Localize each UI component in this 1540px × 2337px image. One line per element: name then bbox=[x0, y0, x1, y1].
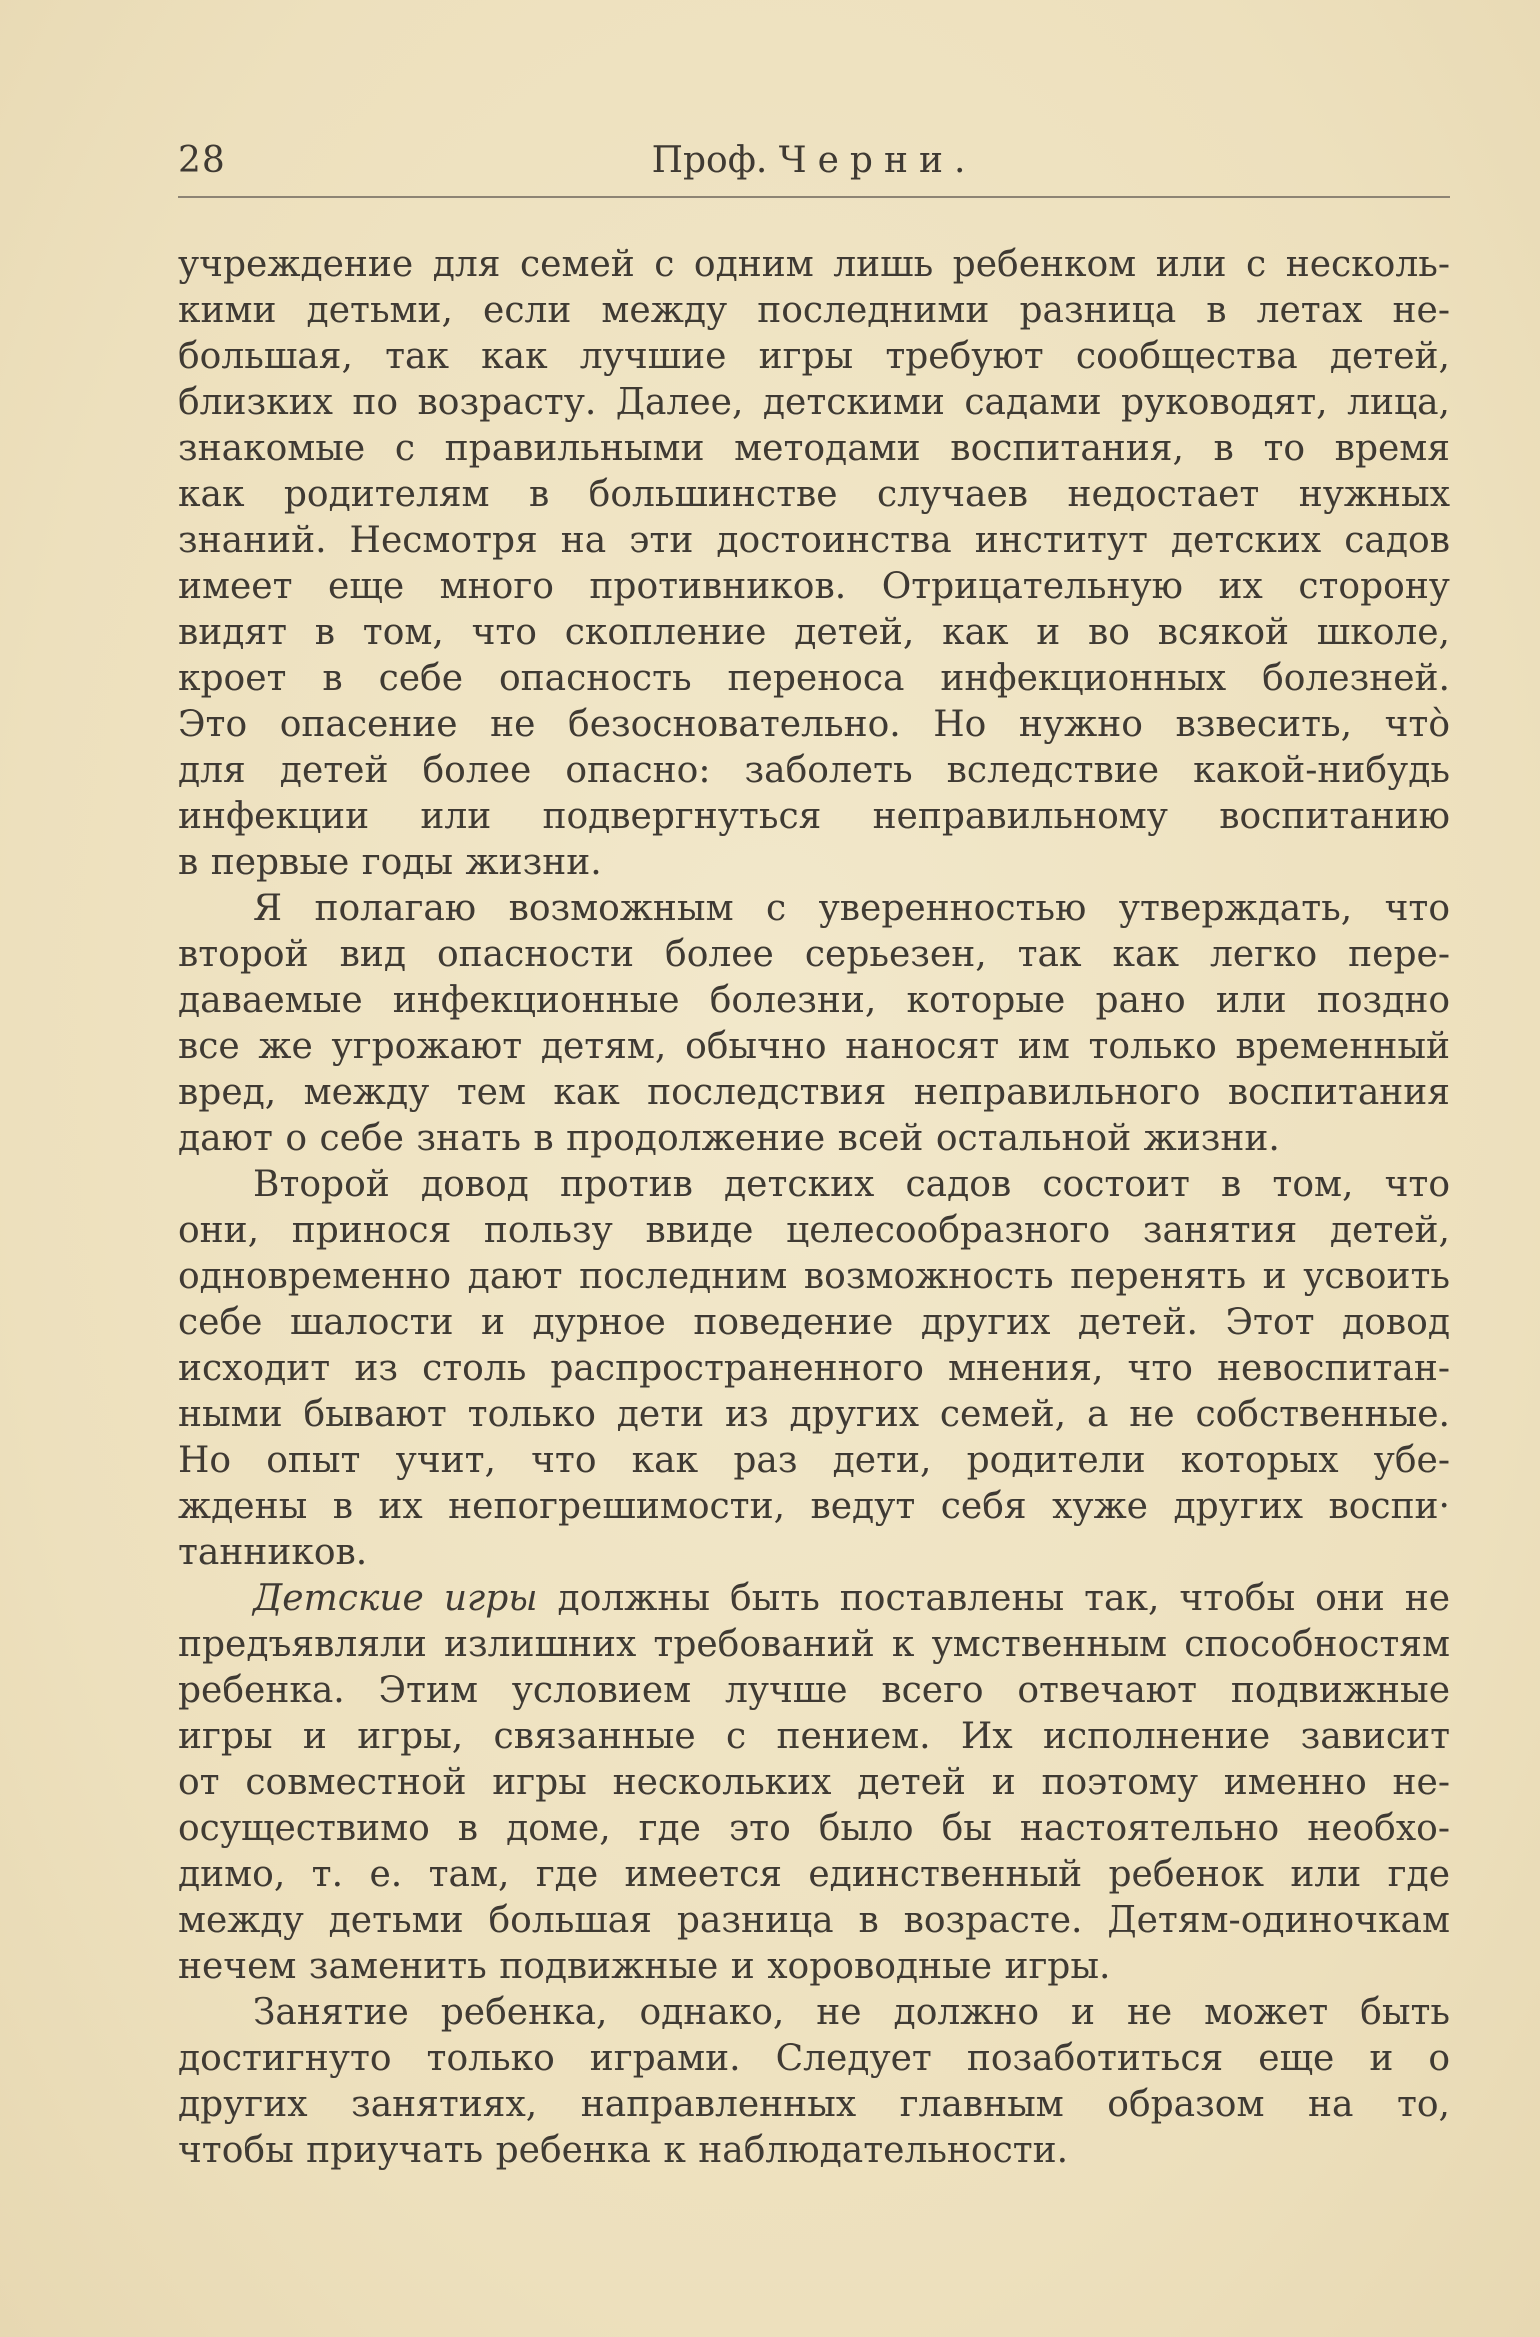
text-line: предъявляли излишних требований к умственным способностям bbox=[178, 1624, 1450, 1665]
paragraph bbox=[178, 242, 1450, 886]
text-line: Второй довод против детских садов состоит в том, что bbox=[253, 1164, 1450, 1205]
running-head-prefix: Проф. bbox=[651, 140, 768, 181]
text-line: танников. bbox=[178, 1532, 368, 1573]
text-line: имеет еще много противников. Отрицательную их сторону bbox=[178, 566, 1450, 607]
text-line: димо, т. е. там, где имеется единственный ребенок или где bbox=[178, 1854, 1450, 1895]
text-line: одновременно дают последним возможность перенять и усвоить bbox=[178, 1256, 1450, 1297]
text-line: Занятие ребенка, однако, не должно и не может быть bbox=[253, 1992, 1450, 2033]
italic-lead: Детские игры bbox=[253, 1578, 538, 1619]
paragraph bbox=[178, 886, 1450, 1162]
text-line: от совместной игры нескольких детей и поэтому именно не- bbox=[178, 1762, 1450, 1803]
text-line: достигнуто только играми. Следует позаботиться еще и о bbox=[178, 2038, 1450, 2079]
text-line: как родителям в большинстве случаев недостает нужных bbox=[178, 474, 1450, 515]
paragraph bbox=[178, 1990, 1450, 2174]
text-line: в первые годы жизни. bbox=[178, 842, 602, 883]
text-line: Я полагаю возможным с уверенностью утверждать, что bbox=[253, 888, 1450, 929]
text-line: видят в том, что скопление детей, как и во всякой школе, bbox=[178, 612, 1450, 653]
text-line: близких по возрасту. Далее, детскими садами руководят, лица, bbox=[178, 382, 1450, 423]
text-line: знакомые с правильными методами воспитания, в то время bbox=[178, 428, 1450, 469]
text-line: Это опасение не безосновательно. Но нужно взвесить, что̀ bbox=[178, 704, 1450, 745]
text-line: ждены в их непогрешимости, ведут себя хуже других воспи· bbox=[178, 1486, 1450, 1527]
text-line: вред, между тем как последствия неправильного воспитания bbox=[178, 1072, 1450, 1113]
line-text: должны быть поставлены так, чтобы они не bbox=[537, 1578, 1450, 1619]
page-header bbox=[178, 140, 1450, 190]
text-line: других занятиях, направленных главным образом на то, bbox=[178, 2084, 1450, 2125]
text-line: между детьми большая разница в возрасте. Детям-одиночкам bbox=[178, 1900, 1450, 1941]
paragraph bbox=[178, 1576, 1450, 1990]
text-line: второй вид опасности более серьезен, так как легко пере- bbox=[178, 934, 1450, 975]
body-text bbox=[178, 242, 1450, 2174]
text-line: даваемые инфекционные болезни, которые рано или поздно bbox=[178, 980, 1450, 1021]
text-line: знаний. Несмотря на эти достоинства институт детских садов bbox=[178, 520, 1450, 561]
text-line: ными бывают только дети из других семей, а не собственные. bbox=[178, 1394, 1450, 1435]
text-line: исходит из столь распространенного мнения, что невоспитан- bbox=[178, 1348, 1450, 1389]
text-line: они, принося пользу ввиде целесообразного занятия детей, bbox=[178, 1210, 1450, 1251]
text-line: кими детьми, если между последними разница в летах не- bbox=[178, 290, 1450, 331]
text-line: все же угрожают детям, обычно наносят им только временный bbox=[178, 1026, 1450, 1067]
text-line: кроет в себе опасность переноса инфекционных болезней. bbox=[178, 658, 1450, 699]
text-line: инфекции или подвергнуться неправильному воспитанию bbox=[178, 796, 1450, 837]
text-line: Но опыт учит, что как раз дети, родители которых убе- bbox=[178, 1440, 1450, 1481]
paragraph bbox=[178, 1162, 1450, 1576]
text-line: большая, так как лучшие игры требуют сообщества детей, bbox=[178, 336, 1450, 377]
text-line: для детей более опасно: заболеть вследствие какой-нибудь bbox=[178, 750, 1450, 791]
text-line: дают о себе знать в продолжение всей остальной жизни. bbox=[178, 1118, 1280, 1159]
text-line: себе шалости и дурное поведение других детей. Этот довод bbox=[178, 1302, 1450, 1343]
text-line: ребенка. Этим условием лучше всего отвечают подвижные bbox=[178, 1670, 1450, 1711]
running-head bbox=[178, 140, 1450, 181]
text-line: осуществимо в доме, где это было бы настоятельно необхо- bbox=[178, 1808, 1450, 1849]
text-line: нечем заменить подвижные и хороводные игры. bbox=[178, 1946, 1111, 1987]
page-number: 28 bbox=[178, 140, 226, 181]
text-line: учреждение для семей с одним лишь ребенком или с несколь- bbox=[178, 244, 1450, 285]
running-head-surname: Черни. bbox=[778, 140, 977, 181]
header-rule bbox=[178, 196, 1450, 198]
text-line: игры и игры, связанные с пением. Их исполнение зависит bbox=[178, 1716, 1450, 1757]
text-line: чтобы приучать ребенка к наблюдательности. bbox=[178, 2130, 1069, 2171]
text-line bbox=[178, 1576, 1450, 1622]
